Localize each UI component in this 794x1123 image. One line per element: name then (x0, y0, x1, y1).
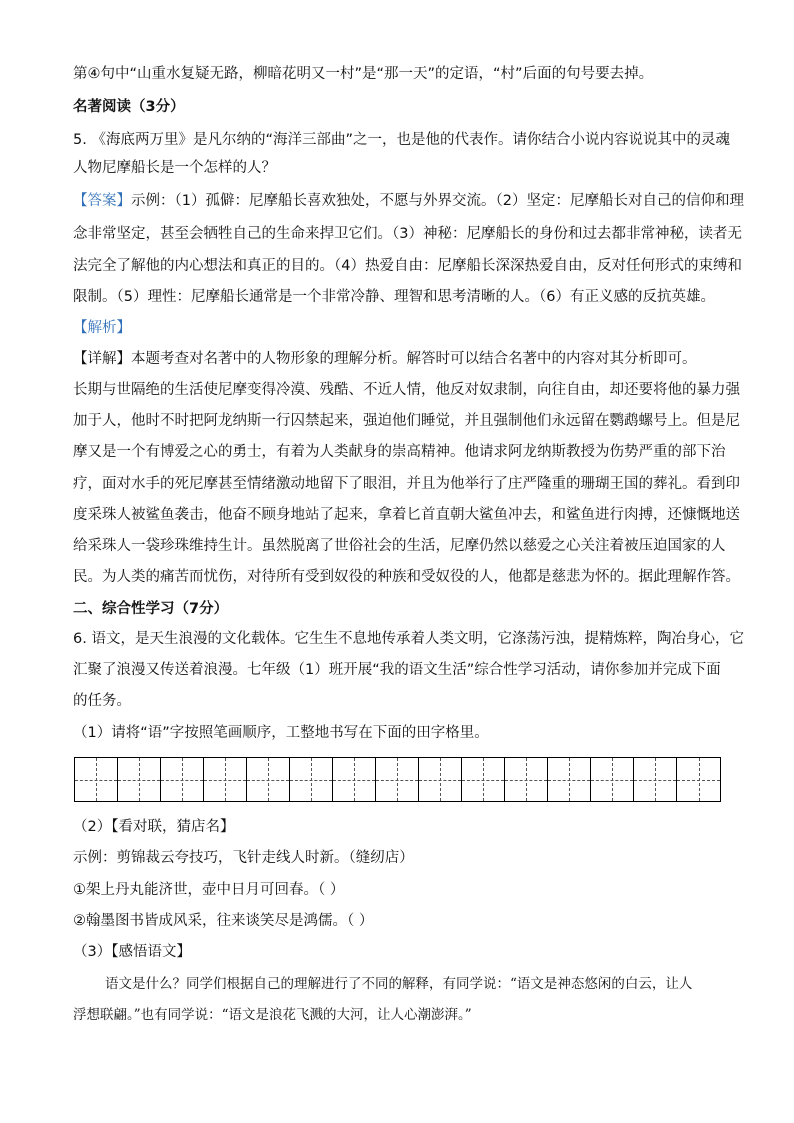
couplet-question: ①架上丹丸能济世，壶中日月可回春。（ ） (73, 882, 345, 898)
analysis-text: 度采珠人被鲨鱼袭击，他奋不顾身地站了起来，拿着匕首直朝大鲨鱼冲去，和鲨鱼进行肉搏，还慷慨地送 (73, 507, 740, 523)
analysis-text: 摩又是一个有博爱之心的勇士，有着为人类献身的崇高精神。他请求阿龙纳斯教授为伤势严重的部下治 (73, 444, 726, 460)
text-line: 第④句中“山重水复疑无路，柳暗花明又一村”是“那一天”的定语，“村”后面的句号要去掉。 (73, 66, 654, 82)
guide-line-horizontal (290, 780, 332, 781)
question-text: 的任务。 (73, 693, 131, 709)
guide-line-horizontal (204, 780, 246, 781)
answer-text: 限制。（5）理性：尼摩船长通常是一个非常冷静、理智和思考清晰的人。（6）有正义感的反抗英雄。 (73, 289, 715, 305)
guide-line-horizontal (419, 780, 461, 781)
couplet-question: ②翰墨图书皆成风采，往来谈笑尽是鸿儒。（ ） (73, 913, 374, 929)
tianzige-cell[interactable] (161, 758, 204, 801)
tianzige-cell[interactable] (333, 758, 376, 801)
tianzige-cell[interactable] (677, 758, 720, 801)
guide-line-horizontal (634, 780, 676, 781)
tianzige-cell[interactable] (118, 758, 161, 801)
tianzige-cell[interactable] (591, 758, 634, 801)
guide-line-horizontal (376, 780, 418, 781)
example-text: 示例：剪锦裁云夸技巧，飞针走线人时新。（缝纫店） (73, 850, 414, 866)
guide-line-horizontal (118, 780, 160, 781)
tianzige-cell[interactable] (462, 758, 505, 801)
guide-line-horizontal (161, 780, 203, 781)
guide-line-horizontal (75, 780, 117, 781)
analysis-text: 【详解】本题考查对名著中的人物形象的理解分析。解答时可以结合名著中的内容对其分析即可。 (73, 351, 697, 367)
answer-line (73, 191, 744, 211)
tianzige-cell[interactable] (290, 758, 333, 801)
subquestion-text: （2）【看对联，猜店名】 (73, 819, 235, 835)
answer-text: 示例：（1）孤僻：尼摩船长喜欢独处，不愿与外界交流。（2）坚定：尼摩船长对自己的信仰和理 (131, 193, 744, 209)
tianzige-cell[interactable] (75, 758, 118, 801)
answer-text: 念非常坚定，甚至会牺牲自己的生命来捍卫它们。（3）神秘：尼摩船长的身份和过去都非常神秘，读者无 (73, 226, 742, 242)
quote-text: 浮想联翩。”也有同学说：“语文是浪花飞溅的大河，让人心潮澎湃。” (73, 1007, 472, 1023)
analysis-text: 加于人，他时不时把阿龙纳斯一行囚禁起来，强迫他们睡觉，并且强制他们永远留在鹦鹉螺号上。但是尼 (73, 413, 740, 429)
tianzige-cell[interactable] (376, 758, 419, 801)
guide-line-horizontal (505, 780, 547, 781)
analysis-text: 疗，面对水手的死尼摩甚至情绪激动地留下了眼泪，并且为他举行了庄严隆重的珊瑚王国的葬礼。看到印 (73, 476, 740, 492)
question-text: 汇聚了浪漫又传送着浪漫。七年级（1）班开展“我的语文生活”综合性学习活动，请你参加并完成下面 (73, 662, 721, 678)
tianzige-cell[interactable] (505, 758, 548, 801)
quote-text: 语文是什么？同学们根据自己的理解进行了不同的解释，有同学说：“语文是神态悠闲的白云，让人 (105, 976, 693, 992)
analysis-tag: 【解析】 (73, 320, 131, 336)
guide-line-horizontal (247, 780, 289, 781)
section-heading: 名著阅读（3分） (73, 99, 185, 115)
question-text: 6. 语文，是天生浪漫的文化载体。它生生不息地传承着人类文明，它涤荡污浊，提精炼粹，陶冶身心，它 (73, 631, 744, 647)
guide-line-horizontal (333, 780, 375, 781)
answer-text: 法完全了解他的内心想法和真正的目的。（4）热爱自由：尼摩船长深深热爱自由，反对任何形式的束缚和 (73, 258, 742, 274)
answer-tag: 【答案】 (73, 193, 131, 209)
guide-line-horizontal (591, 780, 633, 781)
question-text: 人物尼摩船长是一个怎样的人？ (73, 160, 276, 176)
tianzige-cell[interactable] (419, 758, 462, 801)
tianzige-cell[interactable] (634, 758, 677, 801)
tianzige-cell[interactable] (548, 758, 591, 801)
tianzige-cell[interactable] (247, 758, 290, 801)
tianzige-cell[interactable] (204, 758, 247, 801)
guide-line-horizontal (462, 780, 504, 781)
subquestion-text: （3）【感悟语文】 (73, 944, 191, 960)
analysis-text: 长期与世隔绝的生活使尼摩变得冷漠、残酷、不近人情，他反对奴隶制，向往自由，却还要将他的暴力强 (73, 382, 740, 398)
analysis-text: 民。为人类的痛苦而忧伤，对待所有受到奴役的种族和受奴役的人，他都是慈悲为怀的。据此理解作答。 (73, 569, 740, 585)
analysis-text: 给采珠人一袋珍珠维持生计。虽然脱离了世俗社会的生活，尼摩仍然以慈爱之心关注着被压迫国家的人 (73, 538, 726, 554)
guide-line-horizontal (677, 780, 720, 781)
subquestion-text: （1）请将“语”字按照笔画顺序，工整地书写在下面的田字格里。 (73, 725, 489, 741)
question-text: 5. 《海底两万里》是凡尔纳的“海洋三部曲”之一，也是他的代表作。请你结合小说内容说说其中的灵魂 (73, 132, 730, 148)
tianzige-grid[interactable] (74, 757, 721, 802)
section-heading: 二、综合性学习（7分） (73, 601, 229, 617)
guide-line-horizontal (548, 780, 590, 781)
